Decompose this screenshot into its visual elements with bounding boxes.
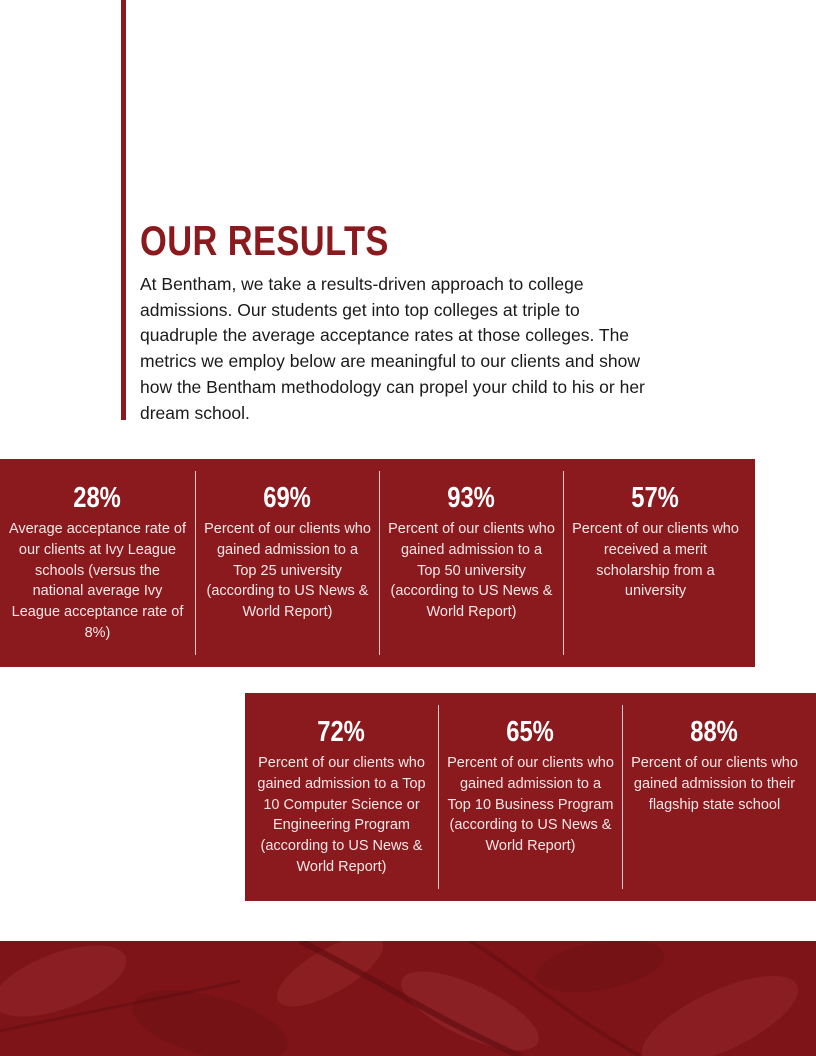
stats-band-bottom — [245, 693, 816, 901]
stat-value: 65% — [506, 716, 555, 748]
stat-top10-cs-engineering — [245, 705, 438, 889]
accent-rule — [121, 0, 126, 420]
stat-description: Percent of our clients who gained admission to a Top 10 Business Program (according to US News & World Report) — [447, 755, 614, 855]
stat-top10-business — [438, 705, 622, 889]
stat-description: Percent of our clients who gained admission to a Top 50 university (according to US News & World Report) — [388, 521, 555, 621]
leaf-pattern-image — [0, 941, 816, 1056]
stat-description: Percent of our clients who gained admission to a Top 10 Computer Science or Engineering Program (according to US News & World Report) — [257, 755, 426, 875]
stat-description: Percent of our clients who gained admission to a Top 25 university (according to US News & World Report) — [204, 521, 371, 621]
stat-value: 72% — [317, 716, 366, 748]
stat-description: Average acceptance rate of our clients at Ivy League schools (versus the national average Ivy League acceptance rate of 8%) — [8, 521, 187, 641]
stat-description: Percent of our clients who gained admission to their flagship state school — [631, 755, 798, 813]
leaf-photo-footer — [0, 941, 816, 1056]
stat-merit-scholarship — [563, 471, 747, 655]
intro-paragraph: At Bentham, we take a results-driven approach to college admissions. Our students get into top colleges at triple to quadruple the average acceptance rates at those colleges. The metrics we employ below are meaningful to our clients and show how the Bentham methodology can propel your child to his or her dream school. — [140, 274, 645, 423]
stat-value: 28% — [73, 482, 122, 514]
stat-top50 — [379, 471, 563, 655]
stat-top25 — [195, 471, 379, 655]
stat-flagship-state — [622, 705, 806, 889]
stat-description: Percent of our clients who received a merit scholarship from a university — [572, 521, 739, 600]
stat-value: 93% — [447, 482, 496, 514]
stats-band-top — [0, 459, 755, 667]
stat-value: 69% — [263, 482, 312, 514]
stat-value: 88% — [690, 716, 739, 748]
stat-value: 57% — [631, 482, 680, 514]
page-title: OUR RESULTS — [140, 217, 389, 264]
stat-ivy-acceptance — [0, 471, 195, 655]
